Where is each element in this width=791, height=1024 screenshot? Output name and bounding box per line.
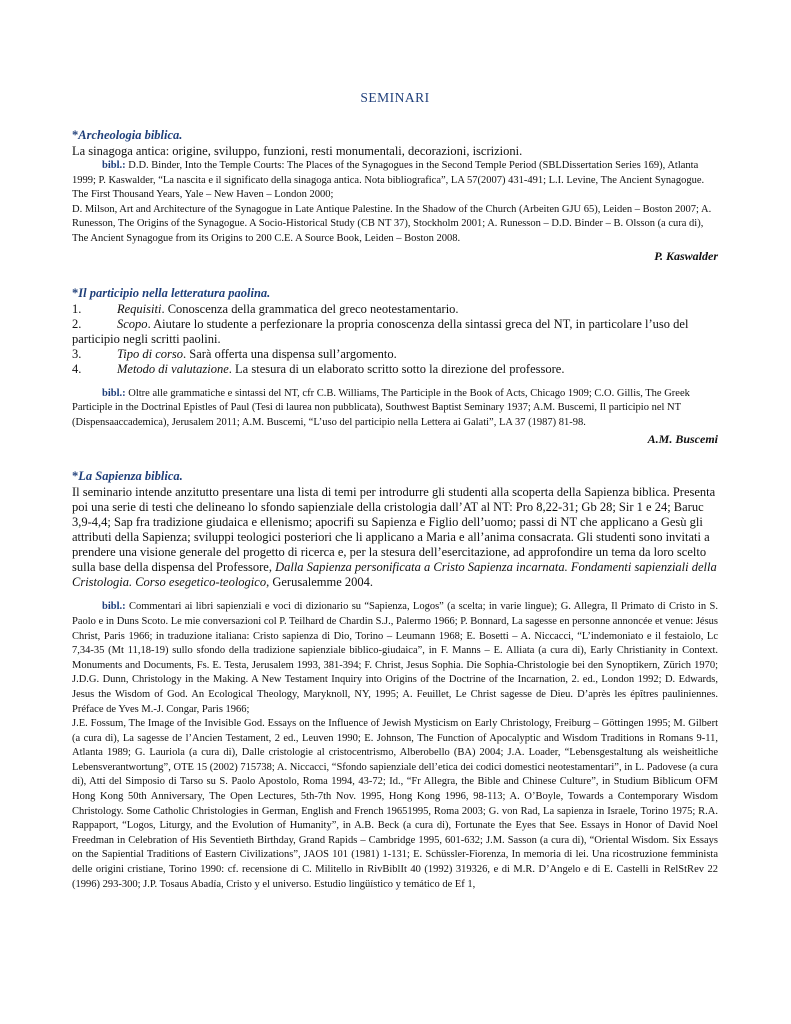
bibl-label: bibl.:	[102, 387, 126, 399]
section-participio	[72, 286, 718, 448]
bibliography-continued: J.E. Fossum, The Image of the Invisible God. Essays on the Influence of Jewish Mysticism on Early Christology, Freiburg – Göttingen 1995; M. Gilbert (a cura di), La sagesse de l’Ancien Testament, 2 ed., Leuven 1990; E. Johnson, The Function of Apocalyptic and Wisdom Traditions in Romans 9-11, Atlanta 1989; G. Lauriola (a cura di), Dalle cristologie al cristocentrismo, Alberobello (BA) 2004; J.A. Loader, “Lebensgestaltung als weisheitliche Lebensverantwortung”, OTE 15 (2002) 715738; A. Niccacci, “Sfondo sapienziale dell’etica dei codici domestici neotestamentari”, in L. Padovese (a cura di), Atti del Simposio di Tarso su S. Paolo Apostolo, Roma 1994, 43-72; Id., “Fr Allegra, the Bible and Chinese Culture”, in Studium Biblicum OFM Hong Kong 50th Anniversary, The Open Lectures, 5th-7th Nov. 1995, Hong Kong 1996, 98-113; A. O’Boyle, Towards a Contemporary Wisdom Christology. Some Catholic Christologies in German, English and French 19651995, Roma 2003; G. von Rad, La sapienza in Israele, Torino 1975; R.A. Rappaport, “Logos, Liturgy, and the Evolution of Humanity”, in A.B. Beck (a cura di), Fortunate the Eyes that See. Essays in Honor of David Noel Freedman in Celebration of His Seventieth Birthday, Grand Rapids – Cambridge 1995, 601-632; J.M. Sasson (a cura di), “Oriental Wisdom. Six Essays on the Sapiential Traditions of Eastern Civilizations”, JAOS 101 (1981) 1-131; E. Schüssler-Fiorenza, In memoria di lei. Una ricostruzione femminista delle origini cristiane, Torino 1990: cf. recensione di C. Militello in RivBiblIt 40 (1992) 319326, e di M.R. D’Angelo e di E. Castelli in RelStRev 22 (1996) 293-300; J.P. Tosaus Abadía, Cristo y el universo. Estudio lingüístico y temático de Ef 1,	[72, 718, 718, 890]
bibliography	[72, 159, 718, 203]
bibliography	[72, 387, 718, 431]
list-item: 4. Metodo di valutazione. La stesura di un elaborato scritto sotto la direzione del professore.	[72, 361, 565, 376]
bibliography-text: Oltre alle grammatiche e sintassi del NT, cfr C.B. Williams, The Participle in the Book of Acts, Chicago 1909; C.O. Gillis, The Greek Participle in the Doctrinal Epistles of Paul (Tesi di laurea non pubblicata), Southwest Baptist Seminary 1937; A.M. Buscemi, Il participio nel NT (Dispensaaccademica), Jerusalem 2011; A.M. Buscemi, “L’uso del participio nella Lettera ai Galati”, LA 37 (1987) 81-98.	[72, 387, 690, 428]
list-item: 2. Scopo. Aiutare lo studente a perfezionare la propria conoscenza della sintassi greca del NT, in particolare l’uso del participio negli scritti paolini.	[72, 316, 689, 346]
bibliography-continued: D. Milson, Art and Architecture of the Synagogue in Late Antique Palestine. In the Shadow of the Church (Arbeiten GJU 65), Leiden – Boston 2007; A. Runesson, The Origins of the Synagogue. A Socio-Historical Study (CB NT 37), Stockholm 2001; A. Runesson – D.D. Binder – B. Olsson (a cura di), The Ancient Synagogue from its Origins to 200 C.E. A Source Book, Leiden – Boston 2008.	[72, 203, 712, 244]
requirements-list	[72, 302, 718, 377]
bibl-label: bibl.:	[102, 160, 126, 171]
section-author: P. Kaswalder	[654, 248, 718, 263]
document-page	[72, 90, 718, 892]
section-title: *Archeologia biblica.	[72, 128, 183, 142]
bibliography-text: D.D. Binder, Into the Temple Courts: The Places of the Synagogues in the Second Temple Period (SBLDissertation Series 169), Atlanta 1999; P. Kaswalder, “La nascita e il significato della sinagoga antica. Nota bibliografica”, LA 57(2007) 431-491; L.I. Levine, The Ancient Synagogue. The First Thousand Years, Yale – New Haven – London 2000;	[72, 160, 705, 201]
page-title: SEMINARI	[360, 90, 430, 105]
bibliography-text: Commentari ai libri sapienziali e voci di dizionario su “Sapienza, Logos” (a scelta; in varie lingue); G. Allegra, Il Primato di Cristo in S. Paolo e in Duns Scoto. Le mie conversazioni col P. Teilhard de Chardin S.J., Palermo 1966; P. Bonnard, La sagesse en personne annoncée et venue: Jésus Christ, Paris 1966; in traduzione italiana: Cristo sapienza di Dio, Torino – Leumann 1968; E. Bosetti – A. Niccacci, “L’indemoniato e il festaiolo, Lc 7,34-35 (Mt 11,18-19) sullo sfondo della tradizione sapienziale biblico-giudaica”, in F. Manns – E. Alliata (a cura di), Early Christianity in Context. Monuments and Documents, Fs. E. Testa, Jerusalem 1993, 381-394; F. Christ, Jesus Sophia. Die Sophia-Christologie bei den Synoptikern, Zürich 1970; J.D.G. Dunn, Christology in the Making. A New Testament Inquiry into Origins of the Doctrine of the Incarnation, 2. ed., London 1992; D. Edwards, Jesus the Wisdom of God. An Ecological Theology, Maryknoll, NY, 1995; A. Feuillet, Le Christ sagesse de Dieu. D’après les épîtres pauliniennes. Préface de Yves M.-J. Congar, Paris 1966;	[72, 601, 718, 715]
bibl-label: bibl.:	[102, 601, 126, 613]
bibliography	[72, 600, 718, 717]
section-archeologia	[72, 128, 718, 264]
list-item: 1. Requisiti. Conoscenza della grammatica del greco neotestamentario.	[72, 301, 459, 316]
list-item: 3. Tipo di corso. Sarà offerta una dispensa sull’argomento.	[72, 346, 397, 361]
section-title: *La Sapienza biblica.	[72, 469, 183, 484]
section-title: *Il participio nella letteratura paolina.	[72, 285, 271, 300]
section-sapienza	[72, 469, 718, 892]
section-description: La sinagoga antica: origine, sviluppo, funzioni, resti monumentali, decorazioni, iscrizioni.	[72, 144, 523, 158]
section-description: Il seminario intende anzitutto presentare una lista di temi per introdurre gli studenti alla scoperta della Sapienza biblica. Presenta poi una serie di testi che delineano lo sfondo sapienziale della cristologia dall’AT al NT: Pro 8,22-31; Gb 28; Sir 1 e 24; Baruc 3,9-4,4; Sap fra tradizione giudaica e ellenismo; apocrifi su Sapienza e Figlio dell’uomo; passi di NT che applicano a Gesù gli attributi della Sapienza; sviluppi teologici posteriori che li applicano a Maria e all’anima consacrata. Gli studenti sono invitati a prendere una visione generale del progetto di ricerca e, per la stesura dell’esercitazione, ad approfondire un tema da loro scelto sulla base della dispensa del Professore, Dalla Sapienza personificata a Cristo Sapienza incarnata. Fondamenti sapienziali della Cristologia. Corso esegetico-teologico, Gerusalemme 2004.	[72, 485, 717, 590]
section-author: A.M. Buscemi	[647, 432, 718, 447]
